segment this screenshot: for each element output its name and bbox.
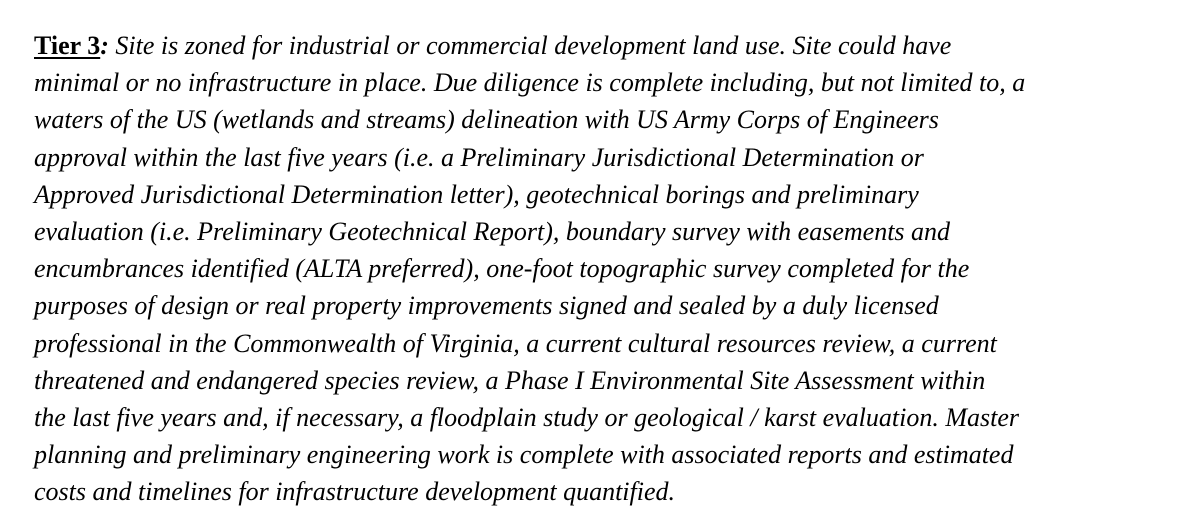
tier-label: Tier 3 xyxy=(34,31,101,60)
paragraph-line-4: approval within the last five years (i.e. a Preliminary Jurisdictional Determination or xyxy=(34,142,924,172)
paragraph-line-13: costs and timelines for infrastructure development quantified. xyxy=(34,477,676,507)
paragraph-line-1 xyxy=(34,27,1184,64)
tier-label-colon: : xyxy=(100,31,109,60)
paragraph-line-9: professional in the Commonwealth of Virginia, a current cultural resources review, a current xyxy=(34,328,997,358)
paragraph-line-12: planning and preliminary engineering work is complete with associated reports and estimated xyxy=(34,440,1014,470)
paragraph-line-10: threatened and endangered species review, a Phase I Environmental Site Assessment within xyxy=(34,365,986,395)
tier-3-paragraph xyxy=(34,27,1184,510)
paragraph-line-7: encumbrances identified (ALTA preferred), one-foot topographic survey completed for the xyxy=(34,254,970,284)
paragraph-line-6: evaluation (i.e. Preliminary Geotechnical Report), boundary survey with easements and xyxy=(34,216,951,246)
paragraph-line-3: waters of the US (wetlands and streams) delineation with US Army Corps of Engineers xyxy=(34,105,939,135)
paragraph-line-8: purposes of design or real property improvements signed and sealed by a duly licensed xyxy=(34,291,939,321)
paragraph-line-2: minimal or no infrastructure in place. Due diligence is complete including, but not limited to, a xyxy=(34,68,1026,98)
paragraph-line-11: the last five years and, if necessary, a floodplain study or geological / karst evaluation. Master xyxy=(34,402,1019,432)
paragraph-line-5: Approved Jurisdictional Determination letter), geotechnical borings and preliminary xyxy=(34,179,919,209)
line-text-1: Site is zoned for industrial or commercial development land use. Site could have xyxy=(108,31,952,60)
